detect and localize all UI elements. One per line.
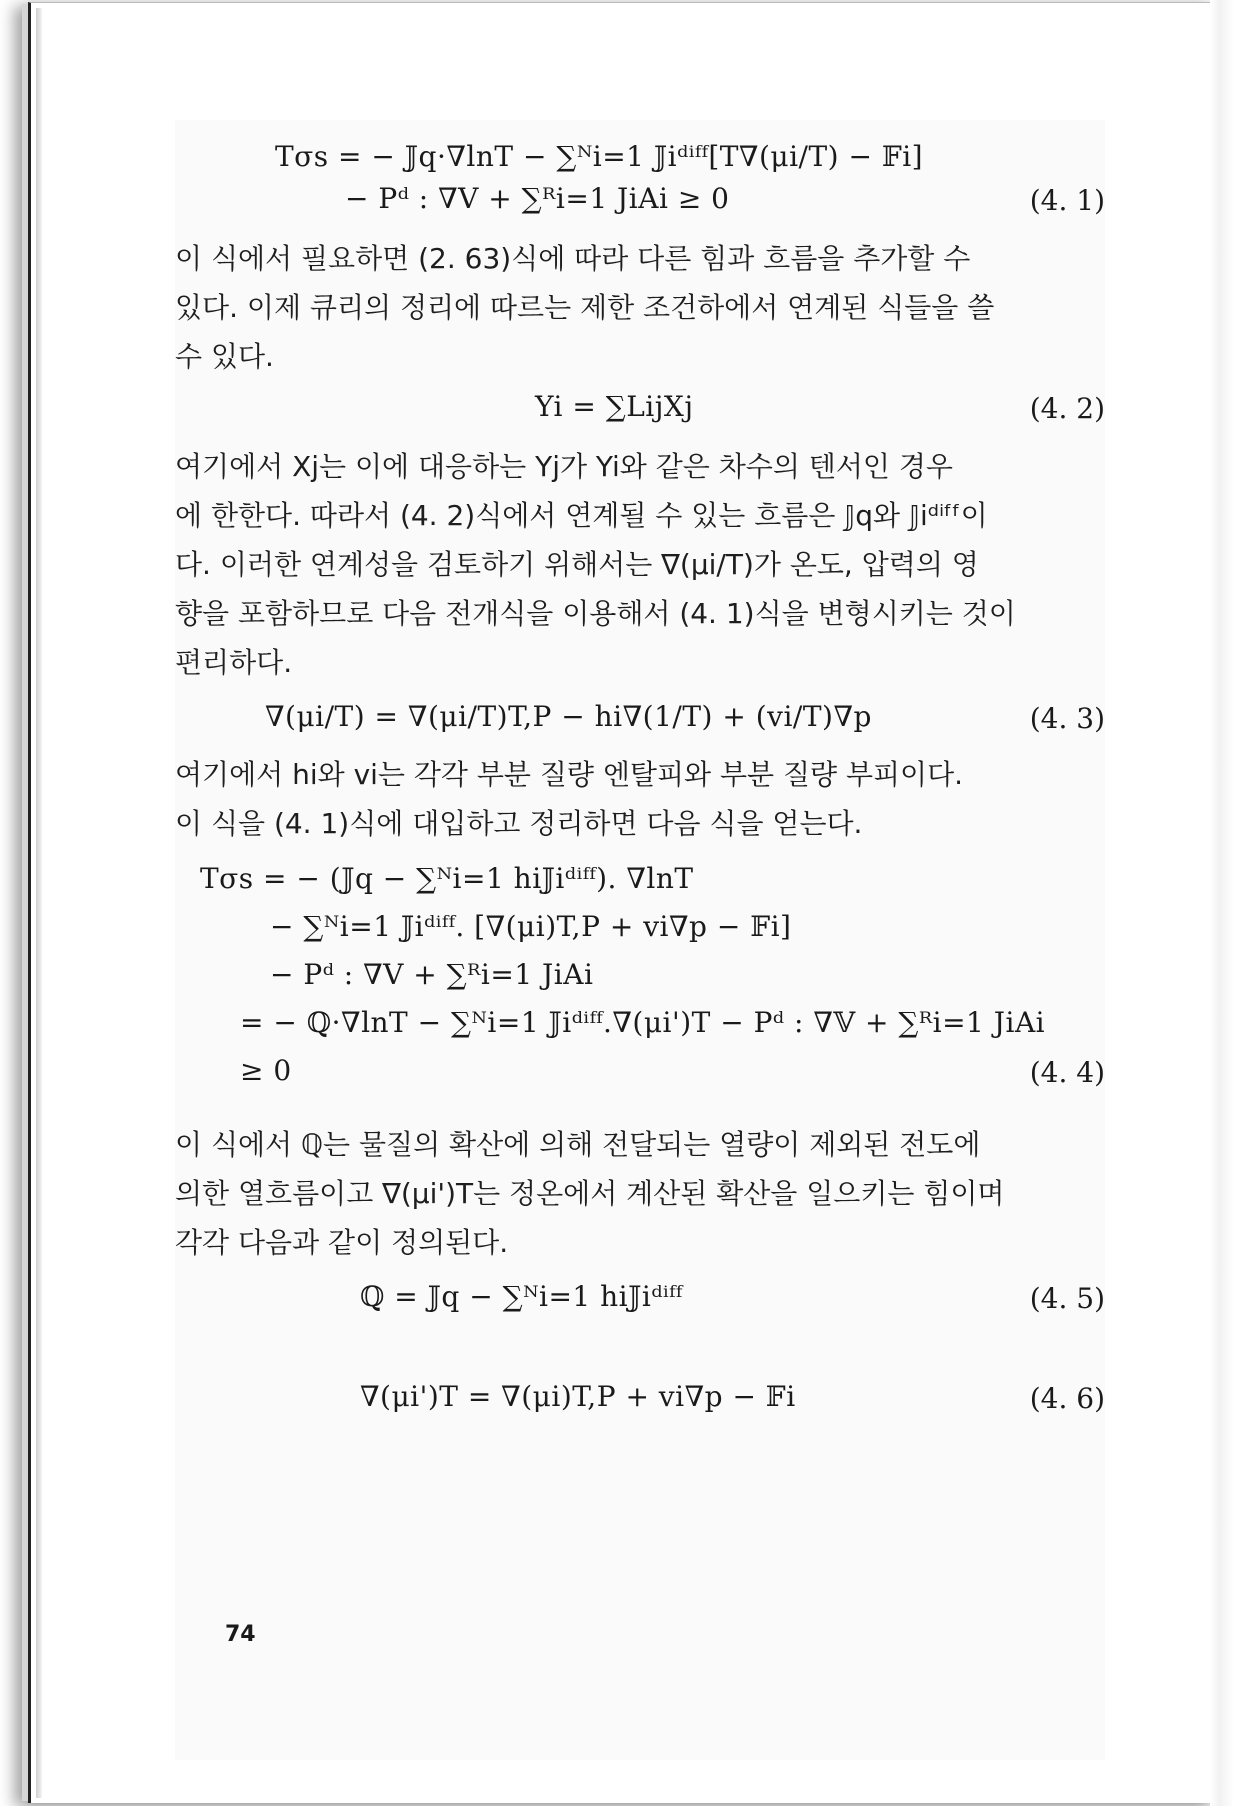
equation-number-4-4: (4. 4) — [1029, 1056, 1105, 1089]
paragraph-4-line-2: 의한 열흐름이고 ∇(μi')T는 정온에서 계산된 확산을 일으키는 힘이며 — [175, 1177, 1005, 1210]
equation-4-4-line-1: Tσs = − (𝕁q − ∑ᴺi=1 hi𝕁iᵈⁱᶠᶠ). ∇lnT — [200, 862, 694, 895]
equation-4-3: ∇(μi/T) = ∇(μi/T)T,P − hi∇(1/T) + (vi/T)∇p — [265, 700, 872, 733]
paragraph-2-line-5: 편리하다. — [175, 646, 293, 679]
equation-4-4-line-3: − Pᵈ : ∇V + ∑ᴿi=1 JiAi — [270, 958, 594, 991]
equation-number-4-5: (4. 5) — [1029, 1282, 1105, 1315]
equation-4-5: ℚ = 𝕁q − ∑ᴺi=1 hi𝕁iᵈⁱᶠᶠ — [360, 1280, 683, 1313]
paragraph-3-line-1: 여기에서 hi와 vi는 각각 부분 질량 엔탈피와 부분 질량 부피이다. — [175, 758, 964, 791]
page-number: 74 — [225, 1622, 256, 1647]
equation-4-1-line-1: Tσs = − 𝕁q·∇lnT − ∑ᴺi=1 𝕁iᵈⁱᶠᶠ[T∇(μi/T) − 𝔽i] — [275, 140, 924, 173]
paragraph-4-line-3: 각각 다음과 같이 정의된다. — [175, 1226, 509, 1259]
paragraph-2-line-1: 여기에서 Xj는 이에 대응하는 Yj가 Yi와 같은 차수의 텐서인 경우 — [175, 450, 953, 483]
paragraph-2-line-4: 향을 포함하므로 다음 전개식을 이용해서 (4. 1)식을 변형시키는 것이 — [175, 597, 1016, 630]
page-binding-edge — [36, 8, 42, 1798]
paragraph-1-line-1: 이 식에서 필요하면 (2. 63)식에 따라 다른 힘과 흐름을 추가할 수 — [175, 242, 971, 275]
equation-number-4-3: (4. 3) — [1029, 702, 1105, 735]
equation-4-1-line-2: − Pᵈ : ∇V + ∑ᴿi=1 JiAi ≥ 0 — [345, 182, 730, 215]
equation-number-4-2: (4. 2) — [1029, 392, 1105, 425]
equation-4-2: Yi = ∑LijXj — [535, 390, 694, 423]
equation-4-6: ∇(μi')T = ∇(μi)T,P + vi∇p − 𝔽i — [360, 1380, 796, 1413]
paragraph-4-line-1: 이 식에서 ℚ는 물질의 확산에 의해 전달되는 열량이 제외된 전도에 — [175, 1128, 981, 1161]
equation-4-4-line-5: ≥ 0 — [240, 1054, 292, 1087]
equation-4-4-line-4: = − ℚ·∇lnT − ∑ᴺi=1 𝕁iᵈⁱᶠᶠ.∇(μi')T − Pᵈ : ∇𝕍 + ∑ᴿi=1 JiAi — [240, 1006, 1046, 1039]
paragraph-3-line-2: 이 식을 (4. 1)식에 대입하고 정리하면 다음 식을 얻는다. — [175, 807, 863, 840]
page-content — [175, 120, 1105, 1760]
page-right-edge — [1210, 0, 1234, 1806]
equation-number-4-1: (4. 1) — [1029, 184, 1105, 217]
paragraph-2-line-3: 다. 이러한 연계성을 검토하기 위해서는 ∇(μi/T)가 온도, 압력의 영 — [175, 548, 979, 581]
paragraph-1-line-3: 수 있다. — [175, 340, 274, 373]
paragraph-2-line-2: 에 한한다. 따라서 (4. 2)식에서 연계될 수 있는 흐름은 𝕁q와 𝕁iᵈⁱᶠᶠ이 — [175, 499, 988, 532]
equation-number-4-6: (4. 6) — [1029, 1382, 1105, 1415]
paragraph-1-line-2: 있다. 이제 큐리의 정리에 따르는 제한 조건하에서 연계된 식들을 쓸 — [175, 291, 995, 324]
equation-4-4-line-2: − ∑ᴺi=1 𝕁iᵈⁱᶠᶠ. [∇(μi)T,P + vi∇p − 𝔽i] — [270, 910, 792, 943]
